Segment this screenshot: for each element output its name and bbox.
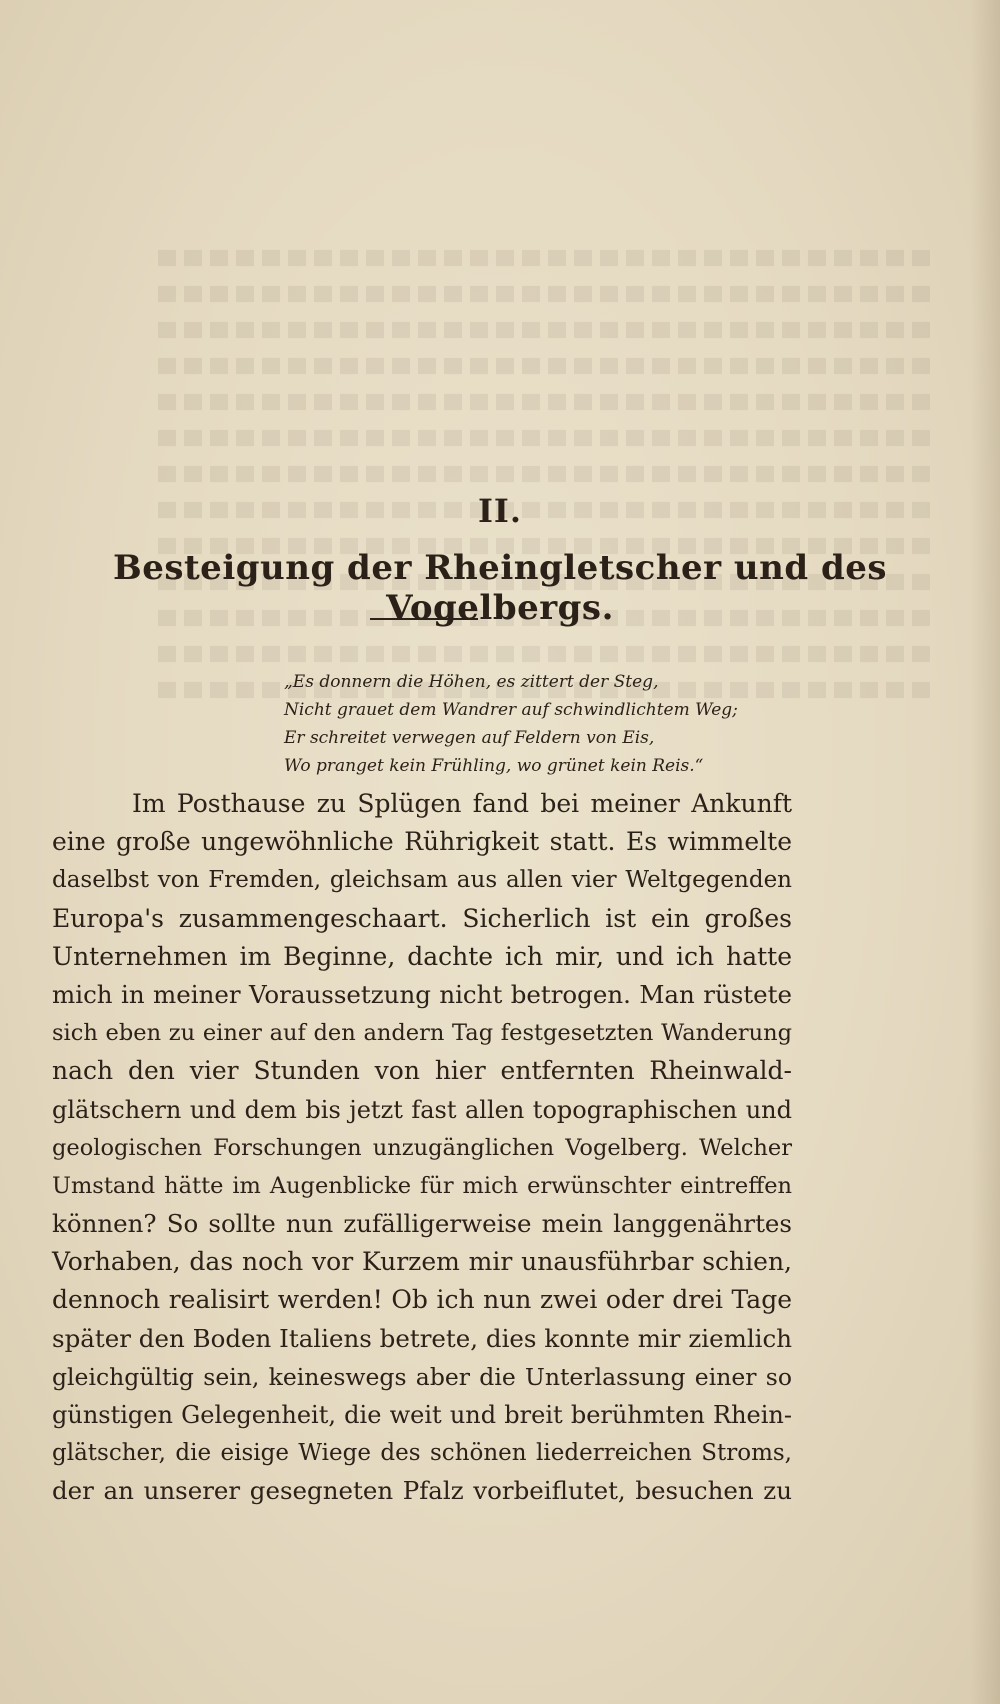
body-line: der an unserer gesegneten Pfalz vorbeiflutet, besuchen zu — [52, 1476, 792, 1506]
body-line: Umstand hätte im Augenblicke für mich erwünschter eintreffen — [52, 1172, 792, 1199]
body-line: glätschern und dem bis jetzt fast allen topographischen und — [52, 1095, 792, 1124]
title-divider — [370, 618, 478, 620]
page-edge-shadow — [970, 0, 1000, 1704]
body-line: später den Boden Italiens betrete, dies konnte mir ziemlich — [52, 1323, 792, 1353]
body-line: gleichgültig sein, keineswegs aber die Unterlassung einer so — [52, 1362, 792, 1391]
body-line: glätscher, die eisige Wiege des schönen liederreichen Stroms, — [52, 1440, 792, 1467]
body-line: dennoch realisirt werden! Ob ich nun zwei oder drei Tage — [52, 1285, 792, 1315]
body-line: sich eben zu einer auf den andern Tag festgesetzten Wanderung — [52, 1020, 792, 1047]
epigraph-line: Wo pranget kein Frühling, wo grünet kein Reis.“ — [284, 756, 704, 776]
body-line: Vorhaben, das noch vor Kurzem mir unausführbar schien, — [52, 1247, 792, 1277]
body-line: geologischen Forschungen unzugänglichen Vogelberg. Welcher — [52, 1134, 792, 1161]
epigraph-line: Nicht grauet dem Wandrer auf schwindlichtem Weg; — [284, 700, 738, 720]
epigraph-line: Er schreitet verwegen auf Feldern von Eis, — [284, 728, 655, 748]
body-line: Unternehmen im Beginne, dachte ich mir, und ich hatte — [52, 941, 792, 971]
body-line: günstigen Gelegenheit, die weit und breit berühmten Rhein- — [52, 1401, 792, 1429]
body-line: daselbst von Fremden, gleichsam aus allen vier Weltgegenden — [52, 867, 792, 894]
chapter-title: Besteigung der Rheingletscher und des Vogelbergs. — [112, 548, 888, 628]
body-paragraph — [52, 785, 792, 1511]
bleed-through-texture — [150, 240, 930, 720]
body-line: nach den vier Stunden von hier entfernten Rheinwald- — [52, 1056, 792, 1086]
body-line: Europa's zusammengeschaart. Sicherlich ist ein großes — [52, 903, 792, 933]
body-line: mich in meiner Voraussetzung nicht betrogen. Man rüstete — [52, 979, 792, 1009]
epigraph — [284, 668, 784, 780]
epigraph-line: „Es donnern die Höhen, es zittert der Steg, — [284, 672, 659, 692]
body-line: Im Posthause zu Splügen fand bei meiner Ankunft — [132, 789, 792, 818]
chapter-number: II. — [477, 492, 523, 530]
body-line: können? So sollte nun zufälligerweise mein langgenährtes — [52, 1209, 792, 1239]
body-line: eine große ungewöhnliche Rührigkeit statt. Es wimmelte — [52, 827, 792, 857]
